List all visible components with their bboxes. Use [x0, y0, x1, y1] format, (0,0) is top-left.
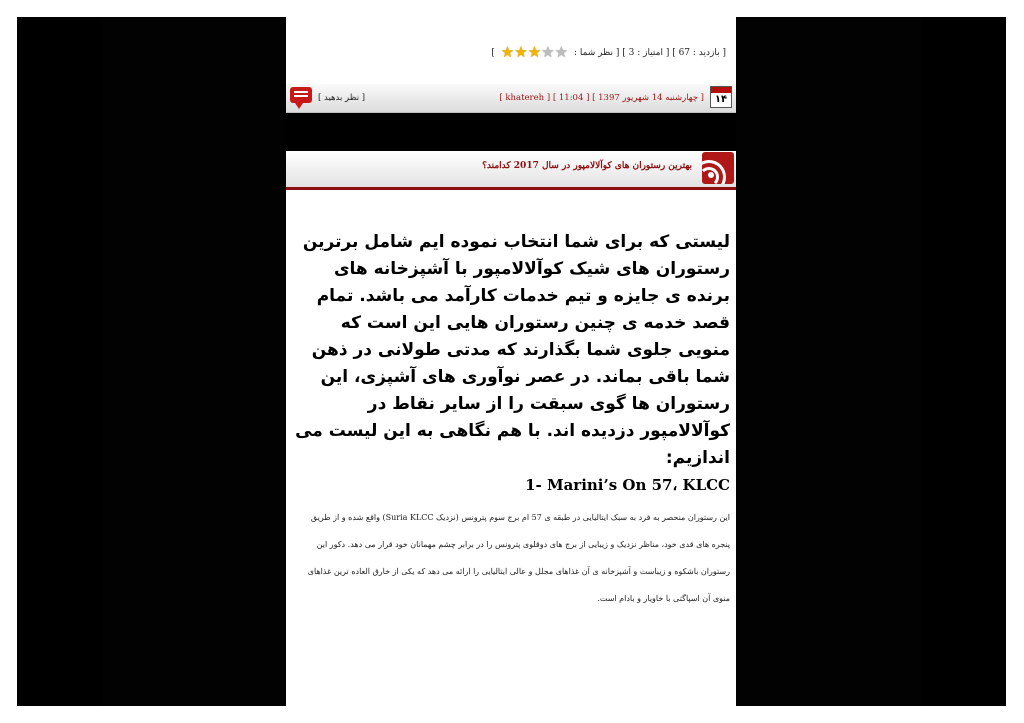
content-column: [286, 17, 736, 706]
post-header: [286, 151, 736, 190]
section-heading: 1- Marini’s On 57، KLCC: [525, 476, 730, 494]
calendar-icon: ۱۴: [710, 86, 732, 108]
post-content: [294, 229, 730, 612]
post-intro: لیستی که برای شما انتخاب نموده ایم شامل برترین رستوران های شیک کوآلالامپور با آشپزخانه های برنده ی جایزه و تیم خدمات کارآمد می باشد. تمام قصد خدمه ی چنین رستوران هایی این است که منویی جلوی شما بگذارند که مدتی طولانی در ذهن شما باقی بماند. در عصر نوآوری های آشپزی، این رستوران ها گوی سبقت را از سایر نقاط در کوآلالامپور دزدیده اند. با هم نگاهی به این لیست می اندازیم:: [295, 232, 730, 468]
post-date-author[interactable]: [ چهارشنبه 14 شهریور 1397 ] [ 11:04 ] [ khatereh ]: [499, 93, 704, 103]
post-footer-bar: [286, 84, 736, 113]
star-icon[interactable]: ★: [554, 43, 569, 61]
stats-close: ]: [491, 48, 495, 58]
comment-link[interactable]: [ نظر بدهید ]: [318, 93, 366, 103]
post-stats: [491, 45, 726, 60]
star-icon[interactable]: ★: [527, 43, 542, 61]
left-margin-band: [101, 17, 286, 706]
rating-stars[interactable]: [501, 45, 568, 60]
section-body: این رستوران منحصر به فرد به سبک ایتالیایی در طبقه ی 57 ام برج سوم پترونس (نزدیک Suria KLCC) واقع شده و از طریق پنجره های قدی خود، مناظر نزدیک و زیبایی از برج های دوقلوی پترونس را در برابر چشم مهمانان خود قرار می دهد. دکور این رستوران باشکوه و زیباست و آشپزخانه ی آن غذاهای مجلل و عالی ایتالیایی را ارائه می دهد که یکی از خارق العاده ترین غذاهای منوی آن اسپاگتی با خاویار و بادام است.: [307, 513, 730, 603]
post-title[interactable]: بهترین رستوران های کوآلالامپور در سال 2017 کدامند؟: [482, 161, 692, 171]
star-icon[interactable]: ★: [514, 43, 528, 61]
post: [286, 151, 736, 706]
stats-text: [ بازدید : 67 ] [ امتیاز : 3 ] [ نظر شما :: [573, 48, 726, 58]
star-icon[interactable]: ★: [500, 43, 515, 61]
previous-post-footer: [286, 17, 736, 112]
comment-icon[interactable]: [290, 87, 312, 103]
star-icon[interactable]: ★: [541, 43, 555, 61]
right-margin-band: [736, 17, 922, 706]
rss-icon[interactable]: [702, 152, 734, 184]
